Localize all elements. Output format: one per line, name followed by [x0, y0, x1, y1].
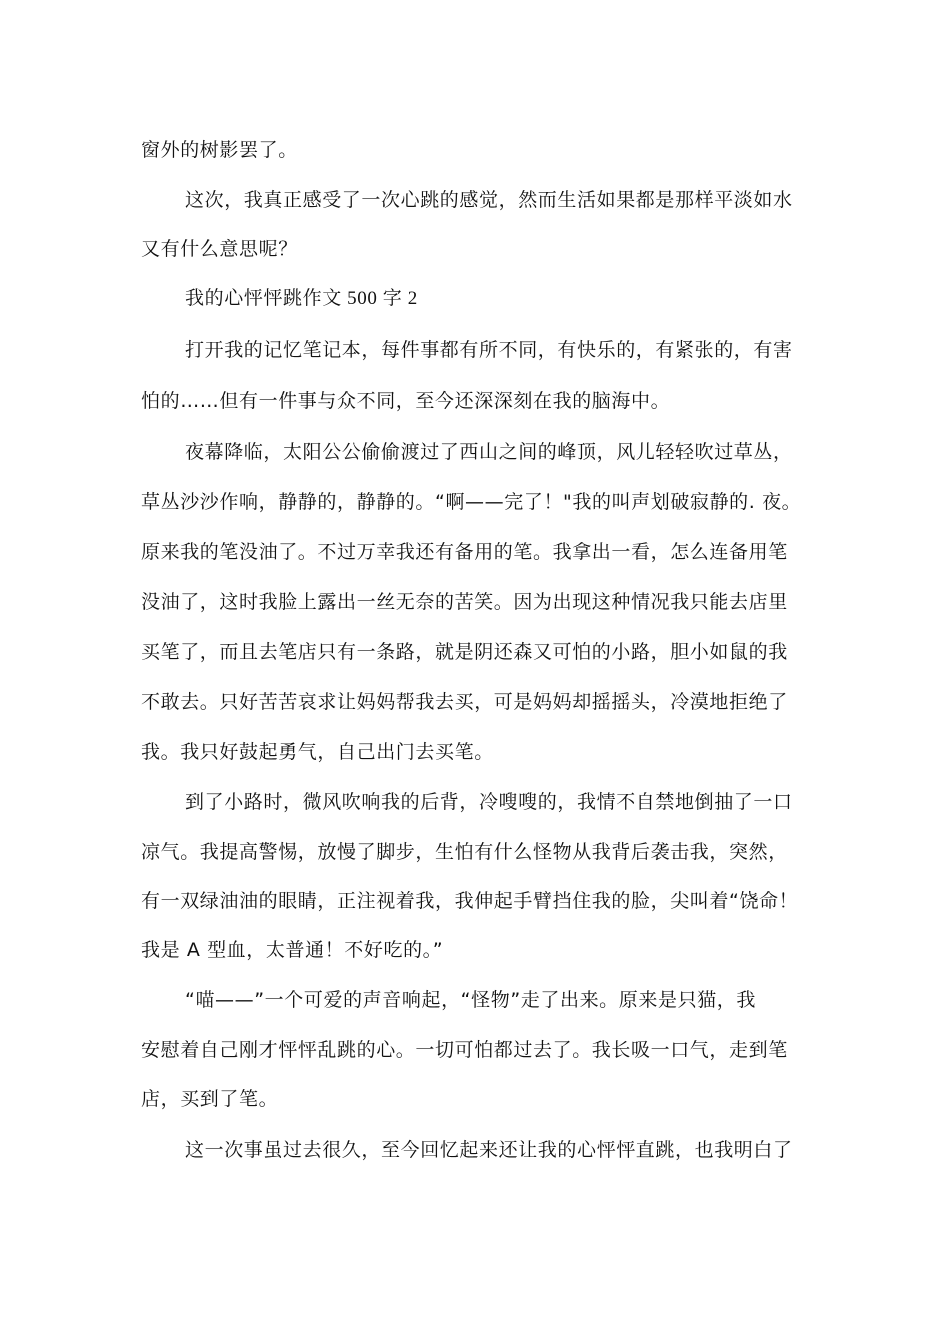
text-line-14: 到了小路时，微风吹响我的后背，冷嗖嗖的，我情不自禁地倒抽了一口 [185, 791, 793, 813]
text-line-8: 草丛沙沙作响，静静的，静静的。“啊——完了！"我的叫声划破寂静的. 夜。 [141, 491, 802, 513]
text-line-6: 怕的……但有一件事与众不同，至今还深深刻在我的脑海中。 [141, 390, 671, 412]
text-line-2: 这次，我真正感受了一次心跳的感觉，然而生活如果都是那样平淡如水 [185, 189, 793, 211]
text-line-17: 我是 A 型血，太普通！不好吃的。” [141, 939, 444, 961]
text-line-3: 又有什么意思呢？ [141, 238, 298, 260]
section-heading: 我的心怦怦跳作文 500 字 2 [185, 288, 418, 309]
text-line-12: 不敢去。只好苦苦哀求让妈妈帮我去买，可是妈妈却摇摇头，冷漠地拒绝了 [141, 691, 788, 713]
text-line-19: 安慰着自己刚才怦怦乱跳的心。一切可怕都过去了。我长吸一口气，走到笔 [141, 1039, 788, 1061]
text-line-11: 买笔了，而且去笔店只有一条路，就是阴还森又可怕的小路，胆小如鼠的我 [141, 641, 788, 663]
text-line-15: 凉气。我提高警惕，放慢了脚步，生怕有什么怪物从我背后袭击我，突然， [141, 841, 788, 863]
text-line-18: “喵——”一个可爱的声音响起，“怪物”走了出来。原来是只猫，我 [185, 989, 756, 1011]
text-line-16: 有一双绿油油的眼睛，正注视着我，我伸起手臂挡住我的脸，尖叫着“饶命！ [141, 890, 799, 912]
text-line-13: 我。我只好鼓起勇气，自己出门去买笔。 [141, 741, 494, 763]
text-line-10: 没油了，这时我脸上露出一丝无奈的苦笑。因为出现这种情况我只能去店里 [141, 591, 788, 613]
text-line-9: 原来我的笔没油了。不过万幸我还有备用的笔。我拿出一看，怎么连备用笔 [141, 541, 788, 563]
text-line-20: 店，买到了笔。 [141, 1088, 279, 1110]
text-line-21: 这一次事虽过去很久，至今回忆起来还让我的心怦怦直跳，也我明白了 [185, 1139, 793, 1161]
text-line-7: 夜幕降临，太阳公公偷偷渡过了西山之间的峰顶，风儿轻轻吹过草丛， [185, 441, 793, 463]
text-line-5: 打开我的记忆笔记本，每件事都有所不同，有快乐的，有紧张的，有害 [185, 339, 793, 361]
text-line-1: 窗外的树影罢了。 [141, 139, 298, 161]
